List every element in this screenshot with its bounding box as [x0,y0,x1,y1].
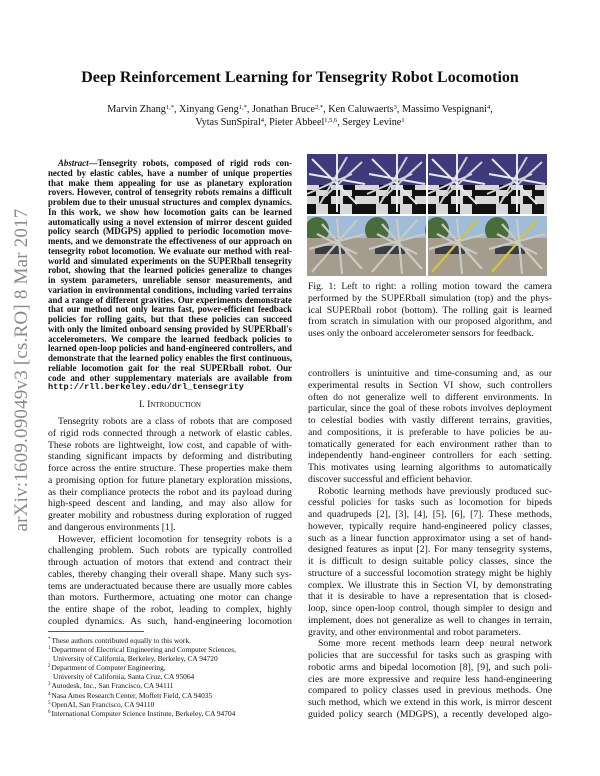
author-separator: , [337,117,343,128]
footnote-text: University of California, Santa Cruz, CA 95064 [53,672,195,682]
footnote-line [48,691,292,700]
text-line: such as a linear function approximator using a set of hand- [308,532,552,544]
checker-tile [532,190,544,196]
text-line: it is difficult to design suitable policy classes, since the [308,556,552,567]
author-affiliation-mark: 4 [260,117,265,124]
text-line: a promising option for future planetary exploration missions, [48,474,292,486]
text-line: as their compliance protects the robot and its payload during [48,486,292,498]
footnote-mark: 6 [48,709,51,715]
abstract-link[interactable]: http://rll.berkeley.edu/drl_tensegrity [48,382,244,393]
footnote-line [48,681,292,690]
checker-tile [328,204,340,214]
footnote-text: International Computer Science Institute, Berkeley, CA 94704 [51,708,236,718]
text-line: standing significant impacts by deforming and distributing [48,451,292,463]
checker-tile [463,185,475,190]
text-line: robotic arms and bipedal locomotion [8], [9], and such poli- [308,661,552,673]
text-line: These robots are lightweight, low cost, and capable of with- [48,439,292,451]
author-separator: , [490,104,493,115]
figure-1 [307,154,547,276]
caption-line: from scratch in simulation with our proposed algorithm, and [308,316,552,328]
text-line-content: in system parameters, unreliable sensor measurements, and [48,275,292,285]
author-name: Sergey Levine [342,117,402,128]
footnote-text: Autodesk, Inc., San Francisco, CA 94111 [51,681,174,691]
author-separator: , [264,117,270,128]
caption-line: Fig. 1: Left to right: a rolling motion toward the camera [308,281,552,292]
author-name: Ken Caluwaerts [328,104,394,115]
author-affiliation-mark: 1,* [238,104,247,111]
text-line: policies that are successful for tasks such as grasping with [308,650,552,661]
text-line-content: with only the limited onboard sensing provided by SUPERball's [48,323,292,334]
author-affiliation-mark: 1 [401,117,405,124]
arxiv-stamp: arXiv:1609.09049v3 [cs.RO] 8 Mar 2017 [11,208,32,532]
footnote-line [48,709,292,718]
text-line-content: ments, and we demonstrate the effectiveness of our approach on [48,236,292,246]
text-line: particular, since the goal of these robots involves deployment [308,403,552,415]
author-affiliation-mark: 2,* [315,104,324,111]
checker-tile [412,204,424,214]
checker-tile [403,185,415,190]
introduction-text [48,416,292,628]
checker-tile [508,204,520,214]
footnote-line [48,700,292,709]
footnotes [48,636,292,718]
author-line [60,103,540,116]
text-line-content: In this work, we show how locomotion gaits can be learned [48,206,292,217]
text-line: gravity, and other environmental and robot parameters. [308,626,521,638]
figure-caption [308,281,552,340]
text-line: This motivates using learning algorithms to automatically [308,462,552,473]
author-affiliation-mark: 4 [486,104,491,111]
author-affiliation-mark: 1,5,6 [324,117,338,124]
text-line: greater mobility and robustness during exploration of rugged [48,510,292,521]
author-separator: , [246,104,252,115]
footnote-text: University of California, Berkeley, Berkeley, CA 94720 [53,654,218,664]
text-line: to celestial bodies with vastly different terrains, gravities, [308,415,552,426]
footnote-mark: 3 [48,682,51,688]
text-line-content: that our method not only learns fast, power-efficient feedback [48,304,292,315]
author-name: Xinyang Geng [179,104,239,115]
text-line-content: reliable locomotion gait for the real SUPERball robot. Our [48,362,292,373]
text-line: however, typically require hand-engineered policy classes, [308,520,552,532]
checker-tile [424,204,436,214]
author-name: Jonathan Bruce [251,104,316,115]
section-heading: I. Introduction [139,399,201,410]
text-line-content: code and other supplementary materials are available from [48,372,292,383]
text-line-content: nected by elastic cables, have a number of unique properties [48,167,292,178]
abstract-label: Abstract [58,158,89,168]
footnote-line [48,663,292,672]
checker-tile [307,204,316,214]
text-line-content: accelerometers. We compare the learned feedback policies to [48,333,292,344]
footnote-mark: 5 [48,700,51,706]
abstract [48,159,292,393]
paper-title: Deep Reinforcement Learning for Tensegrity Robot Locomotion [81,69,519,86]
footnote-text: These authors contributed equally to this work. [51,636,191,645]
footnote-text: Department of Computer Engineering, [51,663,166,673]
text-line: Some more recent methods learn deep neural network [318,638,552,650]
checker-tile [388,204,400,214]
text-line: than motors. Furthermore, actuating one motor can change [48,592,292,604]
checker-tile [532,204,544,214]
text-line: cessful policies for tasks such as locomotion for bipeds [308,497,552,509]
text-line: cables, thereby changing their overall shape. Many such sys- [48,568,292,580]
text-line: high-speed descent and landing, and may also allow for [48,498,292,510]
text-line-content: rovers. However, control of tensegrity robots remains a difficult [48,187,292,198]
text-line: the entire shape of the robot, leading to complex, highly [48,604,292,615]
text-line-content: —Tensegrity robots, composed of rigid rods con- [88,158,292,168]
text-line: force across the entire structure. These properties make them [48,463,292,474]
text-line: such method, which we extend in this work, is mirror descent [308,697,552,708]
text-line: loop, since open-loop control, though simpler to design and [308,603,552,614]
author-line [60,116,540,129]
footnote-text: Nasa Ames Research Center, Moffett Field, CA 94035 [51,690,213,700]
right-column-text [308,368,552,721]
text-line: tems are underactuated because there are usually more cables [48,580,292,592]
text-line: tomatically generated for each environment rather than to [308,438,552,450]
caption-line: uses only the onboard accelerometer sensors for feedback. [308,328,534,339]
text-line: experimental results in Section VI show, such controllers [308,379,552,391]
checker-tile [472,204,484,214]
footnote-mark: * [48,637,51,642]
text-line: that it is desirable to have a representation that is closed- [308,591,552,603]
footnote-line [48,636,292,645]
footnote-mark: 4 [48,691,51,697]
text-line: and dangerous environments [1]. [48,521,176,533]
checker-tile [343,185,355,190]
text-line: challenging problem. Such robots are typically controlled [48,545,292,557]
text-line-content: demonstrate that the learned policy enables the first continuous, [48,353,292,363]
text-line: discover successful and efficient behavior. [308,473,473,485]
text-line-content: robot, showing that the learned policies generalize to changes [48,265,292,276]
text-line: Tensegrity robots are a class of robots that are composed [58,416,292,427]
text-line: However, efficient locomotion for tensegrity robots is a [58,533,292,545]
text-line: often do not generalize well to different environments. In [308,391,552,403]
text-line: Robotic learning methods have previously produced suc- [318,485,552,497]
text-line: independently hand-engineer controllers for each setting. [308,450,552,462]
footnote-text: OpenAI, San Francisco, CA 94110 [51,699,155,709]
text-line-content: policies for rolling gaits, but that these policies can succeed [48,314,292,324]
checker-tile [484,204,496,214]
text-line: structure of a successful locomotion strategy might be highly [308,567,552,579]
text-line-content: that make them appealing for use as planetary exploration [48,177,292,188]
author-list [60,103,540,129]
caption-line: ical SUPERball robot (bottom). The rolling gait is learned [308,304,552,316]
text-line-content: tensegrity robot locomotion. We evaluate our method with real- [48,245,292,256]
text-line: complex. We illustrate this in Section VI, by demonstrating [308,579,552,591]
footnote-line [48,645,292,654]
text-line: and quadrupeds [2], [3], [4], [5], [6], [7]. These methods, [308,509,552,520]
text-line-content: policy search (MDGPS) applied to periodic locomotion move- [48,226,292,237]
text-line-content: learned open-loop policies and hand-engineered controllers, and [48,343,292,354]
checker-tile [352,190,364,196]
author-affiliation-mark: 1,* [165,104,174,111]
text-line: cies are more expressive and require less hand-engineering [308,673,552,685]
text-line: through actuation of motors that extend and contract their [48,557,292,568]
text-line: of rigid rods connected through a network of elastic cables. [48,427,292,439]
author-separator: , [323,104,329,115]
author-affiliation-mark: 3 [393,104,397,111]
author-name: Marvin Zhang [107,104,166,115]
text-line: and compositions, it is preferable to have policies be au- [308,426,552,438]
text-line: controllers is unintuitive and time-consuming and, as our [308,368,552,379]
checker-tile [352,204,364,214]
footnote-mark: 1 [48,646,51,652]
footnote-line [48,654,292,663]
footnote-rule [48,631,144,632]
footnote-line [48,672,292,681]
text-line-content: variation in environmental conditions, including varied terrains [48,284,292,295]
text-line: designed features as input [2]. For many tensegrity systems, [308,544,552,556]
text-line: implement, does not generalize as well to changes in terrain, [308,614,552,626]
footnote-text: Department of Electrical Engineering and Computer Sciences, [51,645,236,655]
author-name: Vytas SunSpiral [195,117,261,128]
figure-image [307,154,547,276]
text-line: guided policy search (MDGPS), a recently developed algo- [308,708,552,720]
text-line-content: and a range of different gravities. Our experiments demonstrate [48,294,292,305]
text-line-content: world and simulated experiments on the SUPERball tensegrity [48,255,292,266]
checker-tile [523,185,535,190]
author-separator: , [396,104,402,115]
author-name: Pieter Abbeel [269,117,325,128]
caption-line: performed by the SUPERball simulation (top) and the phys- [308,292,552,304]
text-line: coupled dynamics. As such, hand-engineering locomotion [48,615,292,627]
footnote-mark: 2 [48,664,51,670]
checker-tile [364,204,376,214]
checker-tile [472,190,484,196]
text-line-content: automatically using a novel extension of mirror descent guided [48,216,292,227]
checker-tile [448,204,460,214]
author-name: Massimo Vespignani [401,104,487,115]
text-line: compared to policy classes used in previous methods. One [308,685,552,697]
author-separator: , [173,104,180,115]
row-divider [307,214,547,216]
checker-tile [412,190,424,196]
text-line-content: problem due to their unusual structures and complex dynamics. [48,197,292,207]
